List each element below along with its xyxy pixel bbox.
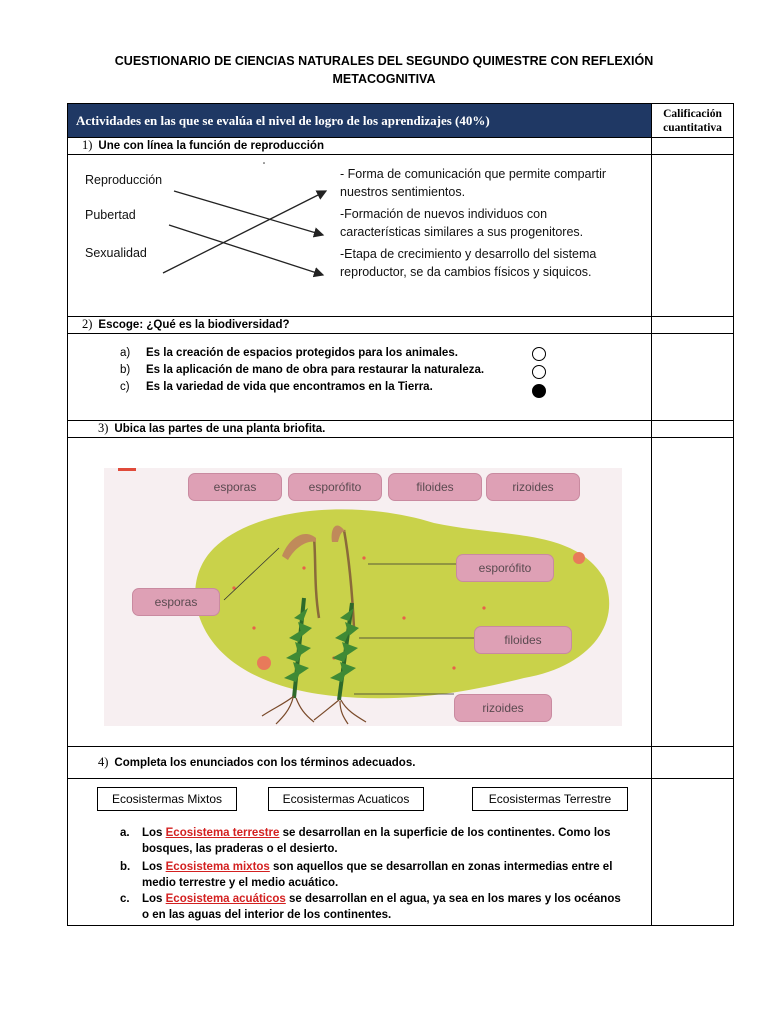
- question-2-header: [68, 317, 652, 334]
- title-line-2: METACOGNITIVA: [332, 72, 436, 86]
- slot-esporofito[interactable]: esporófito: [456, 554, 554, 582]
- grade-cell[interactable]: [652, 438, 734, 747]
- answer-term[interactable]: Ecosistema mixtos: [165, 861, 270, 873]
- definition-line: reproductor, se da cambios físicos y siquicos.: [340, 265, 592, 279]
- line-pubertad-etapa: [169, 225, 323, 275]
- grade-cell[interactable]: [652, 138, 734, 155]
- sentence-b: b. Los Ecosistema mixtos son aquellos que se desarrollan en zonas intermedias entre el medio terrestre y el medio acuático.: [120, 861, 613, 889]
- definition-line: características similares a sus progenitores.: [340, 225, 584, 239]
- sentence-c: c. Los Ecosistema acuáticos se desarrollan en el agua, ya sea en los mares y los océanos o en las aguas del interior de los continentes.: [120, 893, 621, 921]
- question-prompt: Escoge: ¿Qué es la biodiversidad?: [98, 319, 290, 331]
- option-c[interactable]: c) Es la variedad de vida que encontramos en la Tierra.: [120, 381, 433, 393]
- grade-cell[interactable]: [652, 334, 734, 421]
- term-box-terrestre[interactable]: Ecosistermas Terrestre: [472, 787, 628, 811]
- term-sexualidad: Sexualidad: [85, 246, 147, 260]
- grade-cell[interactable]: [652, 317, 734, 334]
- term-box-mixtos[interactable]: Ecosistermas Mixtos: [97, 787, 237, 811]
- radio-option-a[interactable]: [532, 347, 546, 361]
- top-label-filoides[interactable]: filoides: [388, 473, 482, 501]
- question-number: 3): [98, 421, 109, 435]
- line-sexualidad-comunicacion: [163, 191, 326, 273]
- term-reproduccion: Reproducción: [85, 173, 163, 187]
- top-label-esporofito[interactable]: esporófito: [288, 473, 382, 501]
- term-box-acuaticos[interactable]: Ecosistermas Acuaticos: [268, 787, 424, 811]
- questionnaire-table: [67, 103, 734, 926]
- multiple-choice: [68, 334, 652, 421]
- radio-option-b[interactable]: [532, 365, 546, 379]
- document-title: [60, 52, 708, 88]
- slot-rizoides[interactable]: rizoides: [454, 694, 552, 722]
- answer-term[interactable]: Ecosistema acuáticos: [165, 893, 286, 905]
- question-prompt: Une con línea la función de reproducción: [98, 140, 324, 152]
- matching-lines: [68, 155, 652, 317]
- slot-esporas[interactable]: esporas: [132, 588, 220, 616]
- question-number: 2): [82, 317, 93, 331]
- option-a[interactable]: a) Es la creación de espacios protegidos para los animales.: [120, 347, 458, 359]
- grade-cell[interactable]: [652, 747, 734, 779]
- radio-option-c-selected[interactable]: [532, 384, 546, 398]
- definition-line: -Etapa de crecimiento y desarrollo del sistema: [340, 247, 597, 261]
- top-label-esporas[interactable]: esporas: [188, 473, 282, 501]
- question-number: 4): [98, 754, 109, 769]
- line-reproduccion-formacion: [174, 191, 323, 235]
- grade-column-header: Calificación cuantitativa: [652, 104, 734, 138]
- matching-exercise: [68, 155, 652, 317]
- question-1-header: [68, 138, 652, 155]
- bryophyte-plant-image: [104, 468, 622, 726]
- activities-header: Actividades en las que se evalúa el nivel de logro de los aprendizajes (40%): [68, 104, 652, 138]
- top-label-rizoides[interactable]: rizoides: [486, 473, 580, 501]
- definition-line: - Forma de comunicación que permite compartir: [340, 167, 607, 181]
- title-line-1: CUESTIONARIO DE CIENCIAS NATURALES DEL SEGUNDO QUIMESTRE CON REFLEXIÓN: [114, 54, 654, 68]
- slot-filoides[interactable]: filoides: [474, 626, 572, 654]
- sentence-a: a. Los Ecosistema terrestre se desarrollan en la superficie de los continentes. Como los bosques, las praderas o el desierto.: [120, 827, 611, 855]
- definition-line: -Formación de nuevos individuos con: [340, 207, 548, 221]
- fill-in-exercise: [68, 779, 652, 926]
- question-prompt: Completa los enunciados con los términos adecuados.: [114, 756, 416, 769]
- question-prompt: Ubica las partes de una planta briofita.: [114, 423, 326, 435]
- question-number: 1): [82, 138, 93, 152]
- plant-diagram-cell: [68, 438, 652, 747]
- grade-cell[interactable]: [652, 779, 734, 926]
- grade-cell[interactable]: [652, 155, 734, 317]
- definition-line: nuestros sentimientos.: [340, 185, 466, 199]
- term-pubertad: Pubertad: [85, 208, 136, 222]
- answer-term[interactable]: Ecosistema terrestre: [165, 827, 280, 839]
- grade-cell[interactable]: [652, 421, 734, 438]
- option-b[interactable]: b) Es la aplicación de mano de obra para restaurar la naturaleza.: [120, 364, 485, 376]
- question-4-header: [68, 747, 652, 779]
- question-3-header: [68, 421, 652, 438]
